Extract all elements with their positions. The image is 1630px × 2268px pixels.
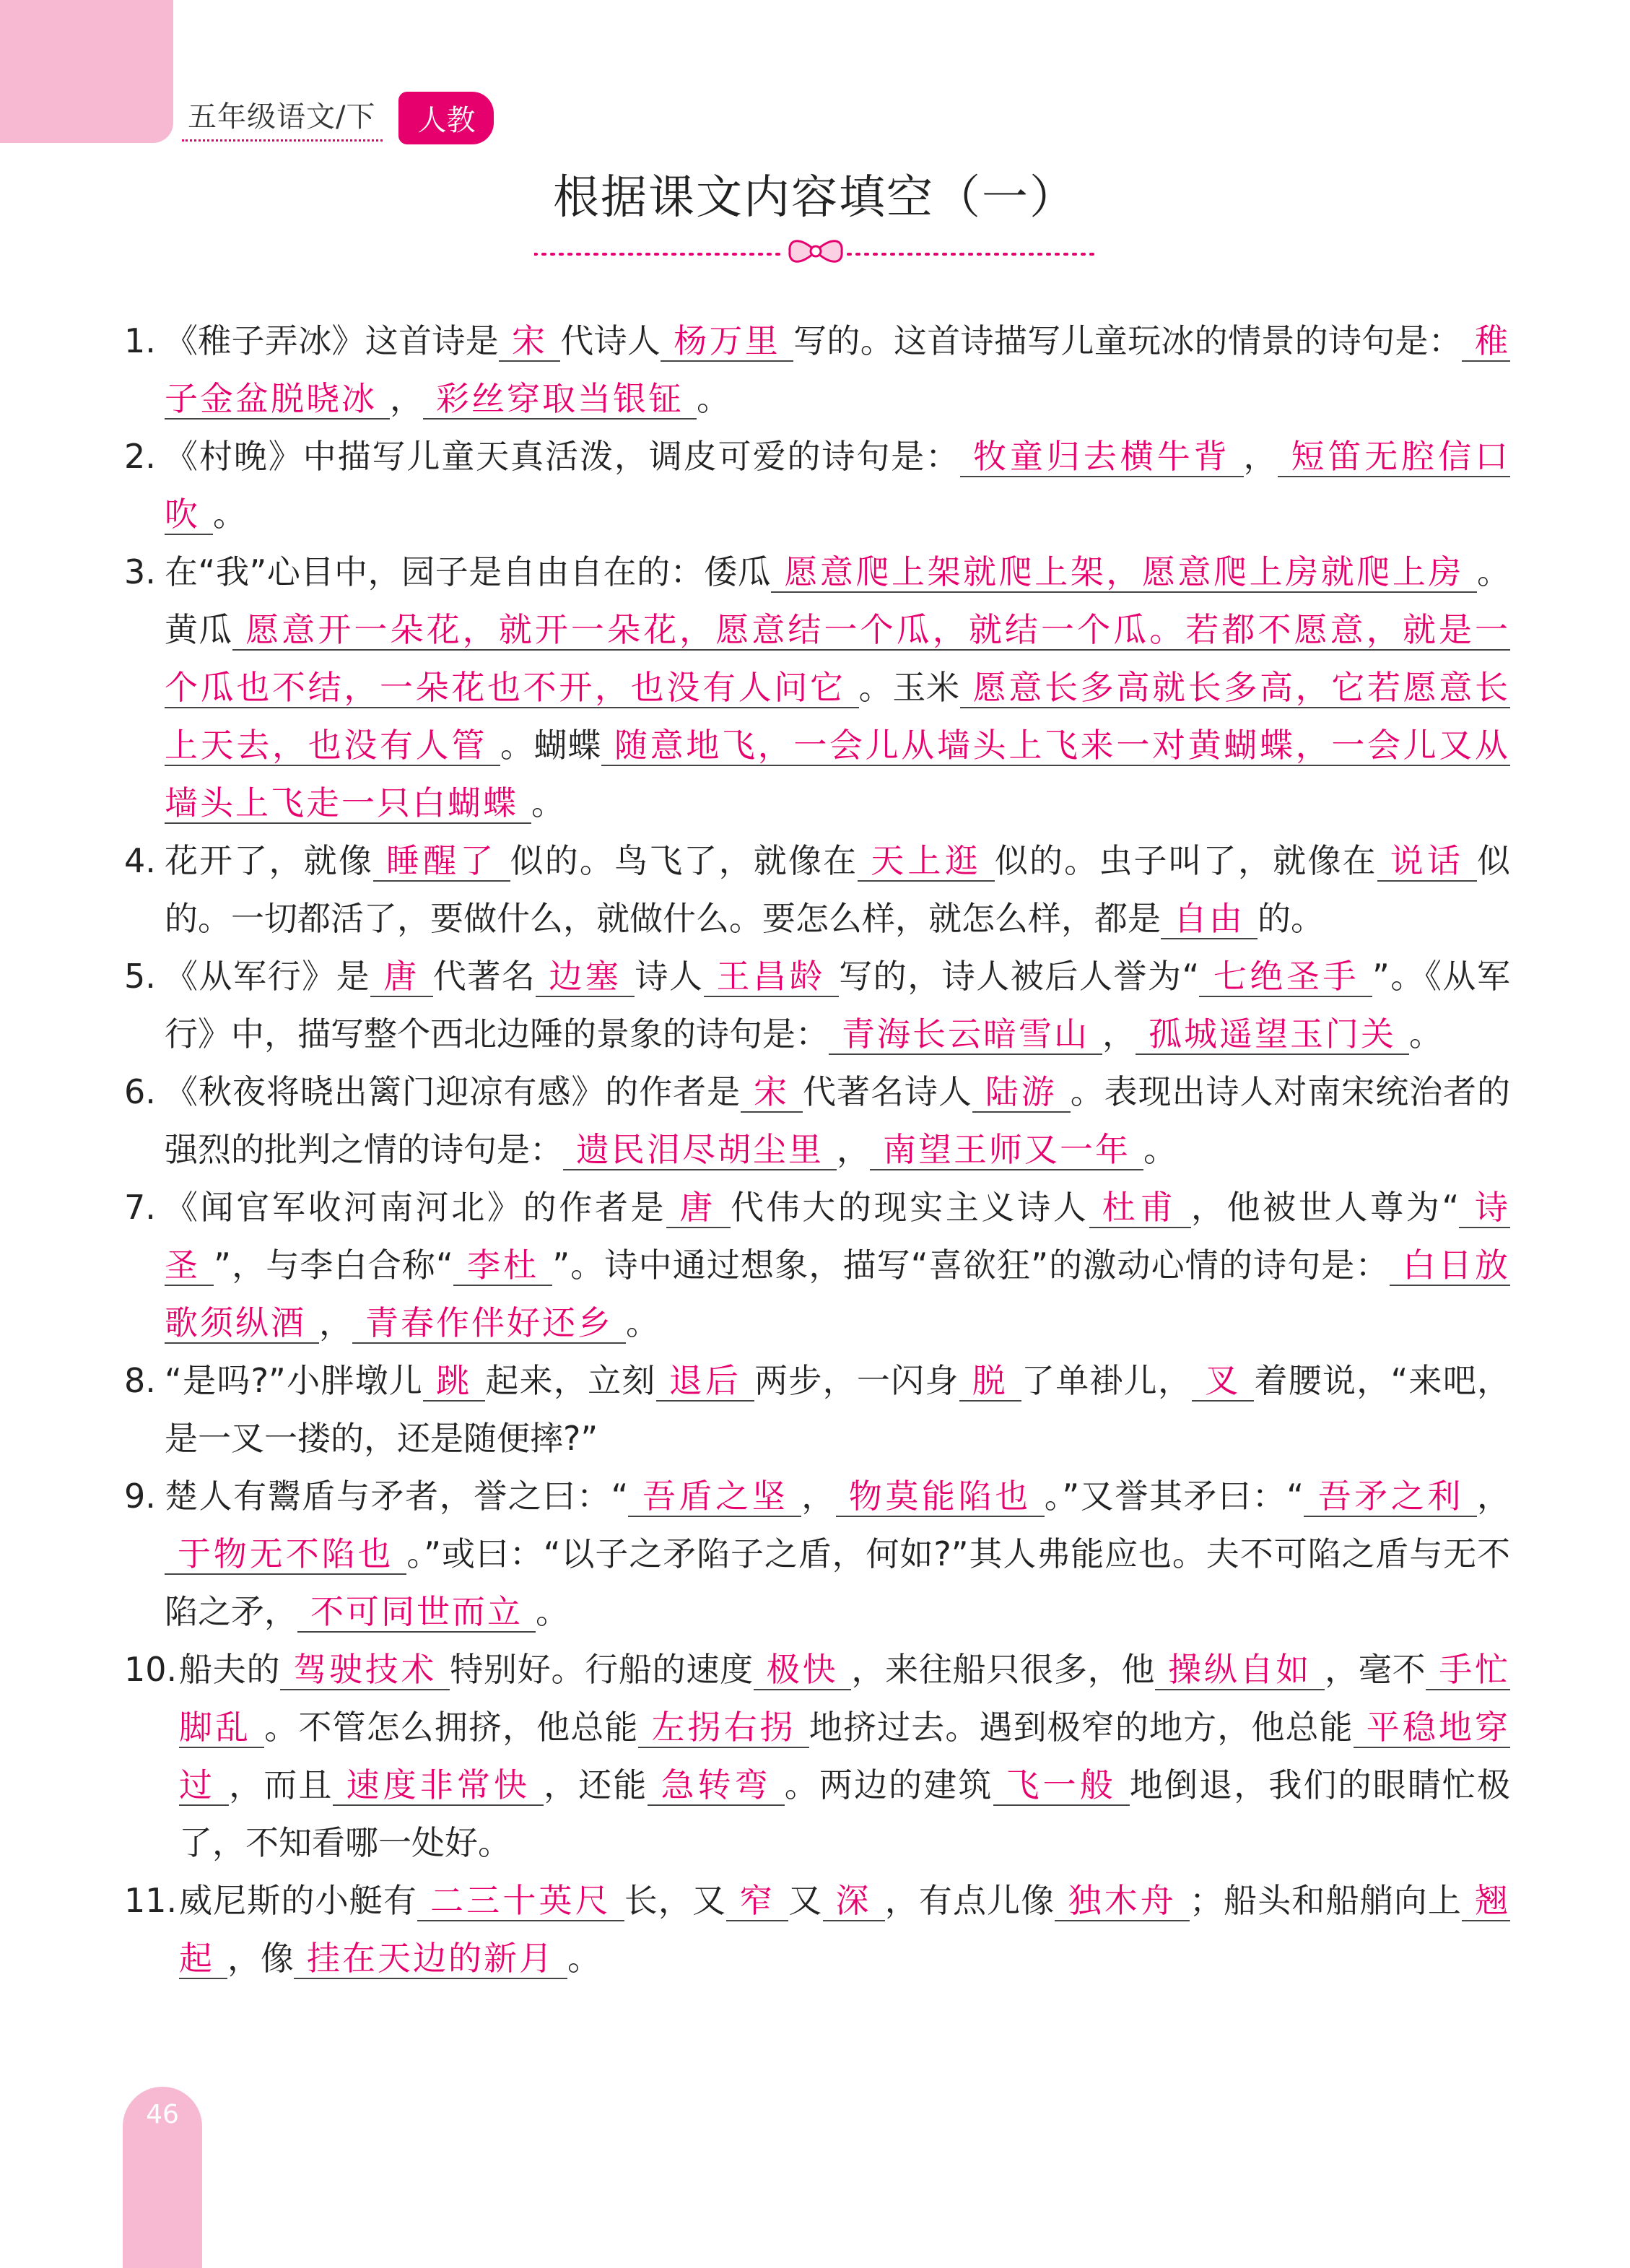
exercise-text bbox=[165, 543, 1510, 832]
exercise-text bbox=[165, 1467, 1510, 1641]
exercise-item bbox=[124, 1641, 1510, 1872]
exercise-item bbox=[124, 1467, 1510, 1641]
question-text: 。 bbox=[1409, 1014, 1442, 1053]
answer-blank: 愿意长多高就长多高，它若愿意长上天去，也没有人管 bbox=[165, 668, 1511, 765]
question-text: ， bbox=[1102, 1014, 1136, 1053]
exercise-item bbox=[124, 1063, 1510, 1178]
answer-blank: 手忙脚乱 bbox=[179, 1650, 1511, 1747]
exercise-number: 5. bbox=[124, 957, 156, 996]
question-text: ，而且 bbox=[229, 1765, 334, 1804]
question-text: 。黄瓜 bbox=[165, 552, 1510, 649]
question-text: 代著名诗人 bbox=[803, 1072, 972, 1111]
question-text: 又 bbox=[788, 1881, 823, 1920]
answer-blank: 杜甫 bbox=[1089, 1188, 1191, 1228]
question-text: 花开了，就像 bbox=[165, 841, 374, 880]
exercise-text bbox=[165, 832, 1510, 947]
question-text: ”。诗中通过想象，描写“喜欲狂”的激动心情的诗句是： bbox=[552, 1246, 1390, 1285]
answer-blank: 吾盾之坚 bbox=[628, 1477, 801, 1517]
exercise-item bbox=[124, 543, 1510, 832]
corner-tab bbox=[0, 0, 173, 143]
question-text: ，有点儿像 bbox=[884, 1881, 1055, 1920]
answer-blank: 陆游 bbox=[972, 1072, 1071, 1113]
question-text: 似的。鸟飞了，就像在 bbox=[510, 841, 858, 880]
answer-blank: 短笛无腔信口吹 bbox=[165, 437, 1511, 534]
answer-blank: 挂在天边的新月 bbox=[294, 1939, 567, 1979]
question-text: 。表现出诗人对南宋统治者的强烈的批判之情的诗句是： bbox=[165, 1072, 1511, 1169]
question-text: 。 bbox=[1143, 1130, 1177, 1169]
exercise-text bbox=[165, 1063, 1510, 1178]
question-text: 。 bbox=[626, 1303, 659, 1342]
edition-badge: 人教 bbox=[398, 92, 494, 144]
answer-blank: 窄 bbox=[726, 1881, 788, 1921]
question-text: 。 bbox=[536, 1592, 569, 1631]
question-text: ， bbox=[390, 379, 423, 418]
question-text: 在“我”心目中，园子是自由自在的：倭瓜 bbox=[165, 552, 772, 591]
answer-blank: 诗圣 bbox=[165, 1188, 1511, 1285]
question-text: 代著名 bbox=[432, 957, 536, 996]
answer-blank: 操纵自如 bbox=[1155, 1650, 1325, 1690]
question-text: 。玉米 bbox=[858, 668, 960, 707]
question-text: 代伟大的现实主义诗人 bbox=[730, 1188, 1089, 1227]
answer-blank: 唐 bbox=[666, 1188, 731, 1228]
question-text: ，像 bbox=[227, 1939, 294, 1978]
answer-blank: 白日放歌须纵酒 bbox=[165, 1246, 1511, 1342]
question-text: 诗人 bbox=[635, 957, 704, 996]
answer-blank: 物莫能陷也 bbox=[836, 1477, 1045, 1517]
question-text: 地倒退，我们的眼睛忙极了，不知看哪一处好。 bbox=[179, 1765, 1511, 1862]
exercise-text bbox=[165, 947, 1510, 1063]
question-text: 。”或曰：“以子之矛陷子之盾，何如?”其人弗能应也。夫不可陷之盾与无不陷之矛， bbox=[165, 1534, 1510, 1631]
answer-blank: 遗民泪尽胡尘里 bbox=[563, 1130, 837, 1170]
answer-blank: 于物无不陷也 bbox=[165, 1534, 406, 1575]
question-text: 。”又誉其矛曰：“ bbox=[1044, 1477, 1304, 1516]
page-number: 46 bbox=[146, 2100, 179, 2129]
question-text: 。 bbox=[567, 1939, 601, 1978]
answer-blank: 跳 bbox=[423, 1361, 485, 1402]
answer-blank: 睡醒了 bbox=[373, 841, 510, 882]
exercise-text bbox=[165, 1178, 1510, 1352]
exercise-number: 8. bbox=[124, 1361, 156, 1400]
answer-blank: 极快 bbox=[754, 1650, 852, 1690]
answer-blank: 自由 bbox=[1161, 899, 1258, 939]
question-text: 似的。一切都活了，要做什么，就做什么。要怎么样，就怎么样，都是 bbox=[165, 841, 1511, 938]
question-text: 写的，诗人被后人誉为“ bbox=[839, 957, 1200, 996]
question-text: 《稚子弄冰》这首诗是 bbox=[165, 321, 499, 360]
answer-blank: 牧童归去横牛背 bbox=[960, 437, 1243, 477]
question-text: 长，又 bbox=[624, 1881, 727, 1920]
exercise-number: 4. bbox=[124, 841, 156, 880]
exercise-number: 3. bbox=[124, 552, 156, 591]
exercise-list bbox=[124, 312, 1510, 1987]
exercise-item bbox=[124, 427, 1510, 543]
exercise-number: 10. bbox=[124, 1650, 178, 1689]
question-text: 楚人有鬻盾与矛者，誉之曰：“ bbox=[165, 1477, 629, 1516]
grade-label: 五年级语文/下 bbox=[182, 94, 383, 142]
answer-blank: 愿意爬上架就爬上架，愿意爬上房就爬上房 bbox=[771, 552, 1477, 593]
answer-blank: 天上逛 bbox=[858, 841, 995, 882]
answer-blank: 愿意开一朵花，就开一朵花，愿意结一个瓜，就结一个瓜。若都不愿意，就是一个瓜也不结，一朵花也不开，也没有人问它 bbox=[165, 610, 1511, 707]
answer-blank: 随意地飞，一会儿从墙头上飞来一对黄蝴蝶，一会儿又从墙头上飞走一只白蝴蝶 bbox=[165, 726, 1511, 822]
exercise-item bbox=[124, 1872, 1510, 1987]
question-text: 威尼斯的小艇有 bbox=[179, 1881, 418, 1920]
question-text: ”。《从军行》中，描写整个西北边陲的景象的诗句是： bbox=[165, 957, 1511, 1053]
answer-blank: 说话 bbox=[1377, 841, 1477, 882]
exercise-text bbox=[165, 427, 1510, 543]
answer-blank: 叉 bbox=[1192, 1361, 1254, 1402]
question-text: ，还能 bbox=[544, 1765, 648, 1804]
answer-blank: 宋 bbox=[499, 321, 560, 362]
question-text: ， bbox=[1477, 1477, 1511, 1516]
exercise-item bbox=[124, 312, 1510, 427]
answer-blank: 深 bbox=[823, 1881, 885, 1921]
question-text: 两步，一闪身 bbox=[754, 1361, 959, 1400]
question-text: “是吗?”小胖墩儿 bbox=[165, 1361, 424, 1400]
answer-blank: 彩丝穿取当银钲 bbox=[423, 379, 697, 420]
question-text: 《从军行》是 bbox=[165, 957, 371, 996]
answer-blank: 独木舟 bbox=[1055, 1881, 1189, 1921]
question-text: 的。 bbox=[1258, 899, 1324, 938]
answer-blank: 青春作伴好还乡 bbox=[352, 1303, 626, 1344]
question-text: 写的。这首诗描写儿童玩冰的情景的诗句是： bbox=[793, 321, 1463, 360]
question-text: 似的。虫子叫了，就像在 bbox=[994, 841, 1377, 880]
question-text: 地挤过去。遇到极窄的地方，他总能 bbox=[809, 1708, 1354, 1747]
answer-blank: 王昌龄 bbox=[704, 957, 840, 997]
question-text: ， bbox=[1243, 437, 1278, 476]
question-text: 船夫的 bbox=[179, 1650, 281, 1689]
answer-blank: 李杜 bbox=[453, 1246, 552, 1286]
question-text: ，他被世人尊为“ bbox=[1190, 1188, 1460, 1227]
answer-blank: 七绝圣手 bbox=[1199, 957, 1372, 997]
exercise-text bbox=[179, 1872, 1510, 1987]
answer-blank: 吾矛之利 bbox=[1304, 1477, 1477, 1517]
question-text: 。不管怎么拥挤，他总能 bbox=[264, 1708, 639, 1747]
answer-blank: 飞一般 bbox=[993, 1765, 1130, 1806]
answer-blank: 青海长云暗雪山 bbox=[829, 1014, 1102, 1055]
exercise-number: 2. bbox=[124, 437, 156, 476]
exercise-item bbox=[124, 1352, 1510, 1467]
exercise-text bbox=[165, 1352, 1510, 1467]
exercise-text bbox=[165, 312, 1510, 427]
answer-blank: 平稳地穿过 bbox=[179, 1708, 1511, 1804]
exercise-number: 7. bbox=[124, 1188, 156, 1227]
question-text: 着腰说，“来吧，是一叉一搂的，还是随便摔?” bbox=[165, 1361, 1511, 1458]
exercise-number: 1. bbox=[124, 321, 156, 360]
question-text: 了单褂儿， bbox=[1021, 1361, 1193, 1400]
question-text: 《村晚》中描写儿童天真活泼，调皮可爱的诗句是： bbox=[165, 437, 961, 476]
answer-blank: 杨万里 bbox=[661, 321, 793, 362]
answer-blank: 驾驶技术 bbox=[280, 1650, 450, 1690]
answer-blank: 退后 bbox=[656, 1361, 755, 1402]
exercise-number: 11. bbox=[124, 1881, 178, 1920]
question-text: 代诗人 bbox=[560, 321, 661, 360]
exercise-number: 9. bbox=[124, 1477, 156, 1516]
answer-blank: 不可同世而立 bbox=[297, 1592, 536, 1633]
answer-blank: 南望王师又一年 bbox=[870, 1130, 1143, 1170]
answer-blank: 宋 bbox=[741, 1072, 803, 1113]
question-text: 起来，立刻 bbox=[485, 1361, 656, 1400]
answer-blank: 唐 bbox=[370, 957, 433, 997]
page-footer bbox=[123, 2087, 202, 2268]
question-text: 。 bbox=[213, 495, 246, 534]
answer-blank: 脱 bbox=[959, 1361, 1021, 1402]
question-text: 。 bbox=[697, 379, 730, 418]
page-title: 根据课文内容填空（一） bbox=[553, 171, 1077, 225]
exercise-number: 6. bbox=[124, 1072, 156, 1111]
answer-blank: 速度非常快 bbox=[333, 1765, 544, 1806]
question-text: 。 bbox=[531, 783, 565, 822]
bow-ornament-icon bbox=[534, 230, 1097, 273]
question-text: ， bbox=[801, 1477, 836, 1516]
question-text: 《秋夜将晓出篱门迎凉有感》的作者是 bbox=[165, 1072, 741, 1111]
question-text: 。两边的建筑 bbox=[784, 1765, 993, 1804]
answer-blank: 急转弯 bbox=[648, 1765, 784, 1806]
question-text: 。蝴蝶 bbox=[500, 726, 601, 765]
question-text: ”，与李白合称“ bbox=[214, 1246, 453, 1285]
question-text: ， bbox=[319, 1303, 352, 1342]
header bbox=[182, 92, 494, 143]
answer-blank: 稚子金盆脱晓冰 bbox=[165, 321, 1511, 418]
question-text: ，毫不 bbox=[1325, 1650, 1426, 1689]
exercise-item bbox=[124, 947, 1510, 1063]
question-text: ；船头和船艄向上 bbox=[1189, 1881, 1463, 1920]
answer-blank: 边塞 bbox=[536, 957, 635, 997]
exercise-item bbox=[124, 832, 1510, 947]
question-text: ， bbox=[837, 1130, 870, 1169]
question-text: 特别好。行船的速度 bbox=[450, 1650, 754, 1689]
question-text: ，来往船只很多，他 bbox=[851, 1650, 1156, 1689]
answer-blank: 左拐右拐 bbox=[638, 1708, 809, 1748]
question-text: 《闻官军收河南河北》的作者是 bbox=[165, 1188, 667, 1227]
exercise-text bbox=[179, 1641, 1510, 1872]
answer-blank: 翘起 bbox=[179, 1881, 1511, 1978]
answer-blank: 二三十英尺 bbox=[417, 1881, 624, 1921]
exercise-item bbox=[124, 1178, 1510, 1352]
answer-blank: 孤城遥望玉门关 bbox=[1136, 1014, 1409, 1055]
